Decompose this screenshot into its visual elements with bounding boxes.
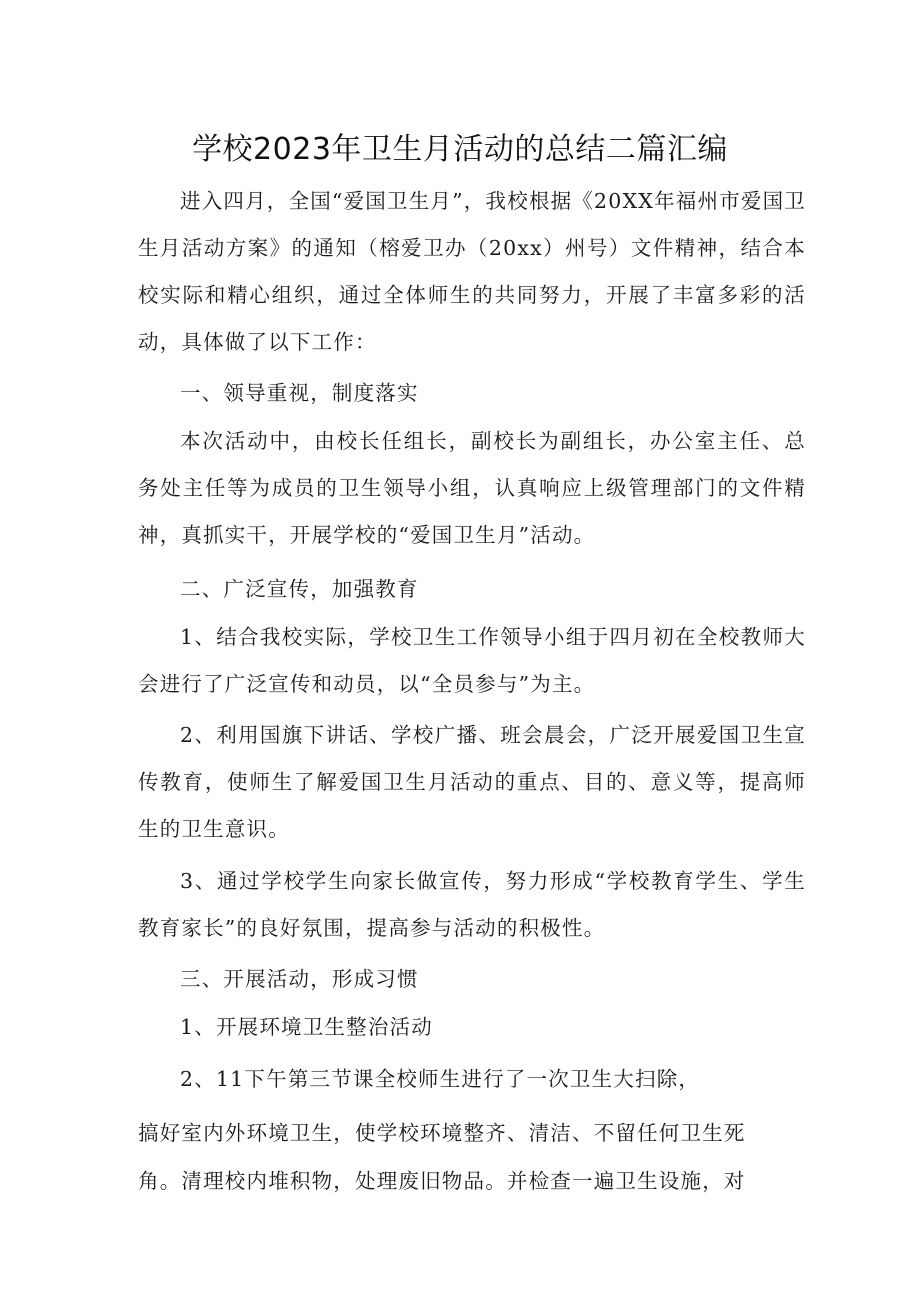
section2-item-2: 2、利用国旗下讲话、学校广播、班会晨会，广泛开展爱国卫生宣传教育，使师生了解爱国卫生月活动的重点、目的、意义等，提高师生的卫生意识。 <box>138 723 806 841</box>
section1-paragraph: 本次活动中，由校长任组长，副校长为副组长，办公室主任、总务处主任等为成员的卫生领导小组，认真响应上级管理部门的文件精神，真抓实干，开展学校的“爱国卫生月”活动。 <box>138 429 806 547</box>
section-heading-1: 一、领导重视，制度落实 <box>180 381 419 405</box>
section2-item-3: 3、通过学校学生向家长做宣传，努力形成“学校教育学生、学生教育家长”的良好氛围，提高参与活动的积极性。 <box>138 869 806 940</box>
section3-item-2: 2、11下午第三节课全校师生进行了一次卫生大扫除， <box>180 1067 701 1091</box>
document-title: 学校2023年卫生月活动的总结二篇汇编 <box>192 132 728 167</box>
section3-item-2-continuation-2: 角。清理校内堆积物，处理废旧物品。并检查一遍卫生设施，对 <box>138 1169 746 1193</box>
intro-paragraph: 进入四月，全国“爱国卫生月”，我校根据《20XX年福州市爱国卫生月活动方案》的通知（榕爱卫办（20xx）州号）文件精神，结合本校实际和精心组织，通过全体师生的共同努力，开展了丰富多彩的活动，具体做了以下工作： <box>138 189 806 354</box>
section3-item-2-continuation-1: 搞好室内外环境卫生，使学校环境整齐、清洁、不留任何卫生死 <box>138 1121 746 1145</box>
section3-item-1: 1、开展环境卫生整治活动 <box>180 1015 433 1039</box>
section-heading-2: 二、广泛宣传，加强教育 <box>180 577 419 601</box>
section2-item-1: 1、结合我校实际，学校卫生工作领导小组于四月初在全校教师大会进行了广泛宣传和动员，以“全员参与”为主。 <box>138 625 806 696</box>
section-heading-3: 三、开展活动，形成习惯 <box>180 967 419 991</box>
